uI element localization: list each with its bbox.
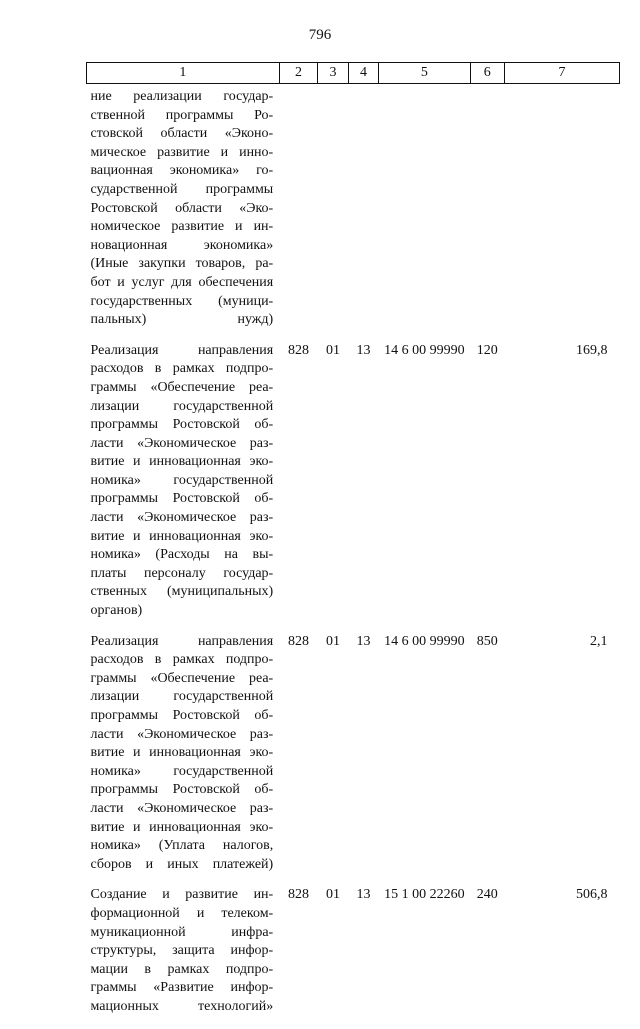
header-col-4: 4 [348, 63, 379, 84]
row-admin-code: 828 [287, 887, 309, 903]
row-expense-type: 850 [476, 633, 498, 649]
row-section: 01 [325, 633, 340, 649]
row-target-article: 14 6 00 99990 [384, 633, 465, 649]
row-admin-code: 828 [287, 342, 309, 358]
row-amount: 506,8 [576, 887, 608, 903]
header-col-3: 3 [318, 63, 349, 84]
header-col-5: 5 [379, 63, 470, 84]
row-description-text: ние реализации государ-ственной программы Ро-стовской области «Эконо-мическое развитие и инно-вационная экономика» го-сударственной программы Ростовской области «Эко-номическое развитие и ин-новационная экономика» (Иные закупки товаров, ра-бот и услуг для обеспечения государственных (муници-пальных) нужд) [90, 89, 274, 328]
table-header-row [87, 63, 620, 84]
row-description-text: Реализация направления расходов в рамках подпро-граммы «Обеспечение реа-лизации государственной программы Ростовской об-ласти «Экономическое раз-витие и инновационная эко-номика» государственной программы Ростовской об-ласти «Экономическое раз-витие и инновационная эко-номика» (Уплата налогов, сборов и иных платежей) [90, 633, 274, 872]
row-subsection: 13 [356, 887, 371, 903]
row-description [87, 633, 280, 887]
row-target-article: 14 6 00 99990 [384, 342, 465, 358]
table-row [87, 84, 620, 342]
row-target-article [379, 84, 470, 342]
row-expense-type: 240 [476, 887, 498, 903]
row-amount [505, 84, 620, 342]
row-admin-code [279, 84, 317, 342]
row-description-text: Создание и развитие ин-формационной и телеком-муникационной инфра-структуры, защита инфор-мации в рамках подпро-граммы «Развитие инфор-мационных технологий» [90, 887, 274, 1014]
header-col-6: 6 [470, 63, 505, 84]
row-target-article: 15 1 00 22260 [384, 887, 465, 903]
row-section [318, 84, 349, 342]
page-number: 796 [308, 27, 332, 43]
row-section: 01 [325, 342, 340, 358]
table-row [87, 342, 620, 633]
row-description [87, 886, 280, 1028]
row-subsection: 13 [356, 342, 371, 358]
header-col-1: 1 [87, 63, 280, 84]
table-row [87, 886, 620, 1028]
row-expense-type [470, 84, 505, 342]
row-amount: 2,1 [590, 633, 608, 649]
header-col-2: 2 [279, 63, 317, 84]
header-col-7: 7 [505, 63, 620, 84]
row-description [87, 342, 280, 633]
row-description-text: Реализация направления расходов в рамках подпро-граммы «Обеспечение реа-лизации государственной программы Ростовской об-ласти «Экономическое раз-витие и инновационная эко-номика» государственной программы Ростовской об-ласти «Экономическое раз-витие и инновационная эко-номика» (Расходы на вы-платы персоналу государ-ственных (муниципальных) органов) [90, 342, 274, 619]
budget-table [86, 62, 620, 1029]
row-section: 01 [325, 887, 340, 903]
table-row [87, 633, 620, 887]
row-admin-code: 828 [287, 633, 309, 649]
row-subsection: 13 [356, 633, 371, 649]
row-description [87, 84, 280, 342]
row-expense-type: 120 [476, 342, 498, 358]
row-subsection [348, 84, 379, 342]
row-amount: 169,8 [576, 342, 608, 358]
